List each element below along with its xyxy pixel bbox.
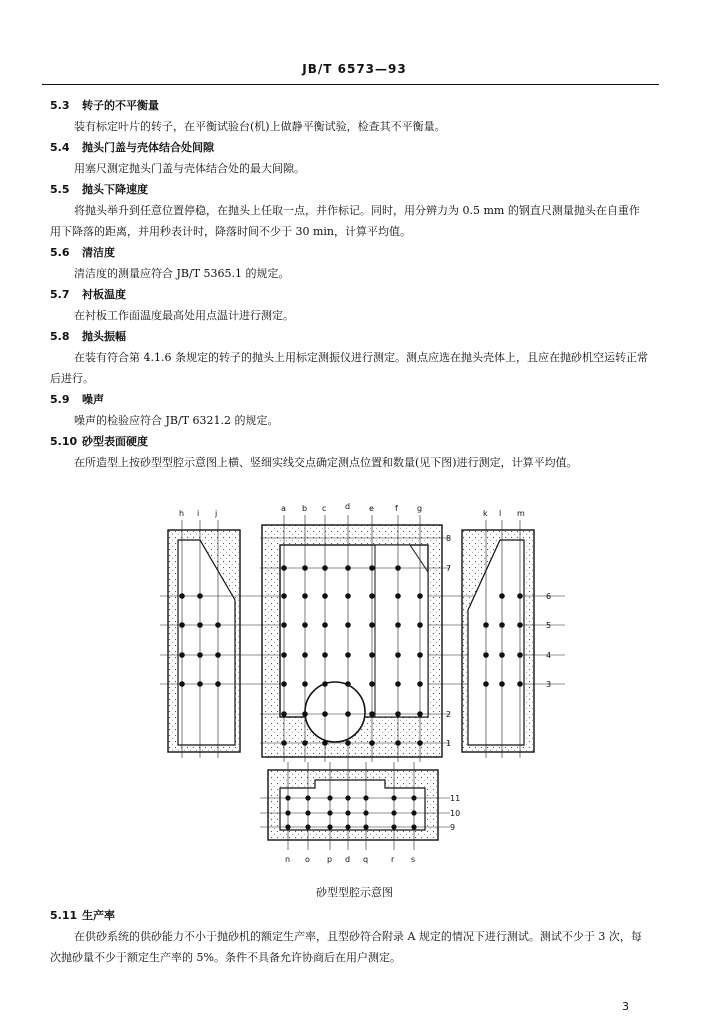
- row-label: 11: [450, 794, 461, 803]
- col-label: h: [179, 509, 185, 518]
- col-label: g: [417, 504, 423, 513]
- section-5-10: [50, 431, 650, 473]
- col-label: k: [483, 509, 488, 518]
- col-label: n: [285, 855, 291, 864]
- section-body: 在衬板工作面温度最高处用点温计进行测定。: [74, 309, 294, 322]
- col-label: j: [215, 509, 218, 518]
- section-number: 5.7: [50, 288, 70, 301]
- section-5-6: [50, 242, 650, 284]
- col-label: o: [305, 855, 310, 864]
- section-number: 5.11: [50, 909, 78, 922]
- section-number: 5.8: [50, 330, 70, 343]
- row-label: 5: [546, 621, 552, 630]
- section-number: 5.10: [50, 435, 78, 448]
- col-label: i: [197, 509, 200, 518]
- center-mold-block: [260, 515, 450, 762]
- row-label: 1: [446, 739, 452, 748]
- row-label: 7: [446, 564, 452, 573]
- row-label: 3: [546, 680, 552, 689]
- section-5-11: [50, 905, 650, 968]
- section-body: 在所造型上按砂型型腔示意图上横、竖细实线交点确定测点位置和数量(见下图)进行测定，计算平均值。: [74, 456, 578, 469]
- section-title: 砂型表面硬度: [82, 435, 148, 448]
- section-title: 生产率: [82, 909, 115, 922]
- figure-caption: 砂型型腔示意图: [316, 886, 393, 899]
- right-mold-block: [462, 520, 534, 758]
- col-label: d: [345, 502, 351, 511]
- row-label: 8: [446, 534, 452, 543]
- diagram-svg: [150, 500, 570, 870]
- col-label: e: [369, 504, 374, 513]
- col-label: f: [395, 504, 398, 513]
- section-body: 清洁度的测量应符合 JB/T 5365.1 的规定。: [74, 267, 290, 280]
- section-5-5: [50, 179, 650, 242]
- section-number: 5.5: [50, 183, 70, 196]
- col-label: c: [322, 504, 327, 513]
- section-5-3: [50, 95, 650, 137]
- col-label: b: [302, 504, 308, 513]
- section-number: 5.3: [50, 99, 70, 112]
- section-body: 在装有符合第 4.1.6 条规定的转子的抛头上用标定测振仪进行测定。测点应选在抛头壳体上，且应在抛砂机空运转正常后进行。: [50, 351, 648, 385]
- row-label: 6: [546, 592, 552, 601]
- row-label: 9: [450, 823, 456, 832]
- column-labels-bottom: [285, 855, 415, 864]
- row-label: 4: [546, 651, 552, 660]
- col-label: l: [499, 509, 502, 518]
- page-number: 3: [622, 1000, 629, 1013]
- section-body: 在供砂系统的供砂能力不小于抛砂机的额定生产率，且型砂符合附录 A 规定的情况下进行测试。测试不少于 3 次，每次抛砂量不少于额定生产率的 5%。条件不具备允许协商后在用户测定。: [50, 930, 642, 964]
- section-title: 衬板温度: [82, 288, 126, 301]
- section-5-8: [50, 326, 650, 389]
- section-title: 清洁度: [82, 246, 115, 259]
- col-label: s: [411, 855, 416, 864]
- section-body: 用塞尺测定抛头门盖与壳体结合处的最大间隙。: [74, 162, 305, 175]
- section-number: 5.9: [50, 393, 70, 406]
- row-label: 10: [450, 809, 461, 818]
- section-number: 5.4: [50, 141, 70, 154]
- document-header: JB/T 6573—93: [302, 62, 407, 76]
- bottom-mold-block: [260, 762, 450, 850]
- col-label: d: [345, 855, 351, 864]
- header-rule: [42, 84, 659, 85]
- col-label: m: [517, 509, 525, 518]
- section-title: 抛头振幅: [82, 330, 126, 343]
- sand-mold-cavity-diagram: [150, 500, 570, 870]
- section-5-9: [50, 389, 650, 431]
- section-title: 转子的不平衡量: [82, 99, 159, 112]
- section-5-7: [50, 284, 650, 326]
- col-label: a: [281, 504, 286, 513]
- column-labels-left: [179, 509, 217, 518]
- section-body: 装有标定叶片的转子，在平衡试验台(机)上做静平衡试验，检查其不平衡量。: [74, 120, 446, 133]
- section-5-4: [50, 137, 650, 179]
- section-body: 噪声的检验应符合 JB/T 6321.2 的规定。: [74, 414, 279, 427]
- section-number: 5.6: [50, 246, 70, 259]
- col-label: r: [391, 855, 395, 864]
- section-body: 将抛头举升到任意位置停稳，在抛头上任取一点，并作标记。同时，用分辨力为 0.5 mm 的钢直尺测量抛头在自重作用下降落的距离，并用秒表计时，降落时间不少于 30 min，计算平均值。: [50, 204, 640, 238]
- col-label: q: [363, 855, 369, 864]
- column-labels-right: [483, 509, 525, 518]
- row-label: 2: [446, 710, 452, 719]
- column-labels-top: [281, 502, 422, 513]
- section-title: 噪声: [82, 393, 104, 406]
- section-title: 抛头门盖与壳体结合处间隙: [82, 141, 214, 154]
- section-list: [50, 95, 650, 473]
- col-label: p: [327, 855, 333, 864]
- section-title: 抛头下降速度: [82, 183, 148, 196]
